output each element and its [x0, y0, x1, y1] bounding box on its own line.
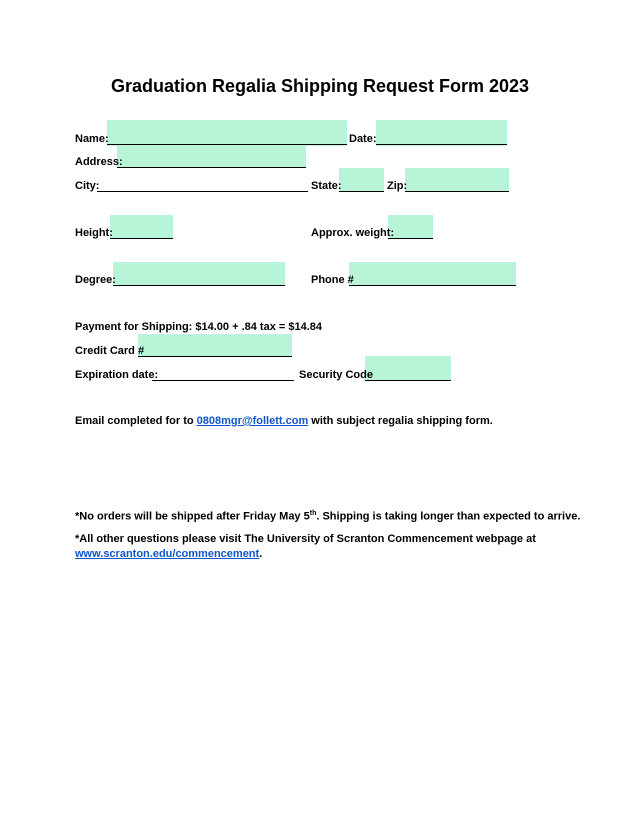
degree-underline [113, 285, 285, 286]
height-field[interactable] [110, 215, 173, 239]
credit-card-label: Credit Card # [75, 345, 145, 357]
date-field[interactable] [376, 120, 507, 146]
questions-link-end: . [259, 548, 263, 560]
zip-underline [405, 191, 509, 192]
phone-label: Phone # [311, 274, 354, 286]
payment-text: Payment for Shipping: $14.00 + .84 tax = $14.84 [75, 321, 323, 333]
name-label: Name: [75, 133, 109, 145]
height-label: Height: [75, 227, 113, 239]
email-instruction [75, 415, 493, 427]
name-underline [107, 144, 347, 145]
weight-underline [388, 238, 433, 239]
state-underline [339, 191, 384, 192]
zip-field[interactable] [405, 168, 509, 192]
email-link[interactable]: 0808mgr@follett.com [196, 415, 309, 427]
address-underline [117, 167, 306, 168]
email-prefix: Email completed for to [75, 415, 197, 427]
questions-note-text: *All other questions please visit The University of Scranton Commencement webpage at [75, 533, 536, 545]
weight-label: Approx. weight: [311, 227, 395, 239]
height-underline [110, 238, 173, 239]
form-title: Graduation Regalia Shipping Request Form 2023 [110, 76, 530, 96]
city-underline [97, 191, 308, 192]
security-code-underline [365, 380, 451, 381]
email-suffix: with subject regalia shipping form. [308, 415, 493, 427]
city-label: City: [75, 180, 100, 192]
address-label: Address: [75, 156, 123, 168]
orders-note-sup: th [309, 510, 317, 517]
questions-link-line [75, 548, 262, 560]
degree-label: Degree: [75, 274, 116, 286]
phone-underline [349, 285, 516, 286]
expiration-underline [152, 380, 294, 381]
state-label: State: [311, 180, 342, 192]
name-field[interactable] [107, 120, 347, 146]
address-field[interactable] [117, 146, 306, 168]
credit-card-underline [138, 356, 292, 357]
phone-field[interactable] [349, 262, 516, 286]
zip-label: Zip: [387, 180, 408, 192]
weight-field[interactable] [388, 215, 433, 239]
questions-note [75, 533, 536, 545]
date-label: Date: [349, 133, 377, 145]
security-code-label: Security Code [299, 369, 373, 381]
date-underline [376, 144, 507, 145]
degree-field[interactable] [113, 262, 285, 286]
orders-note-prefix: *No orders will be shipped after Friday May 5 [75, 510, 310, 523]
orders-note [75, 510, 580, 523]
orders-note-suffix: . Shipping is taking longer than expected to arrive. [316, 510, 581, 523]
commencement-link[interactable]: www.scranton.edu/commencement [75, 548, 260, 560]
security-code-field[interactable] [365, 356, 451, 381]
credit-card-field[interactable] [138, 334, 292, 357]
expiration-label: Expiration date: [75, 369, 159, 381]
state-field[interactable] [339, 168, 384, 192]
